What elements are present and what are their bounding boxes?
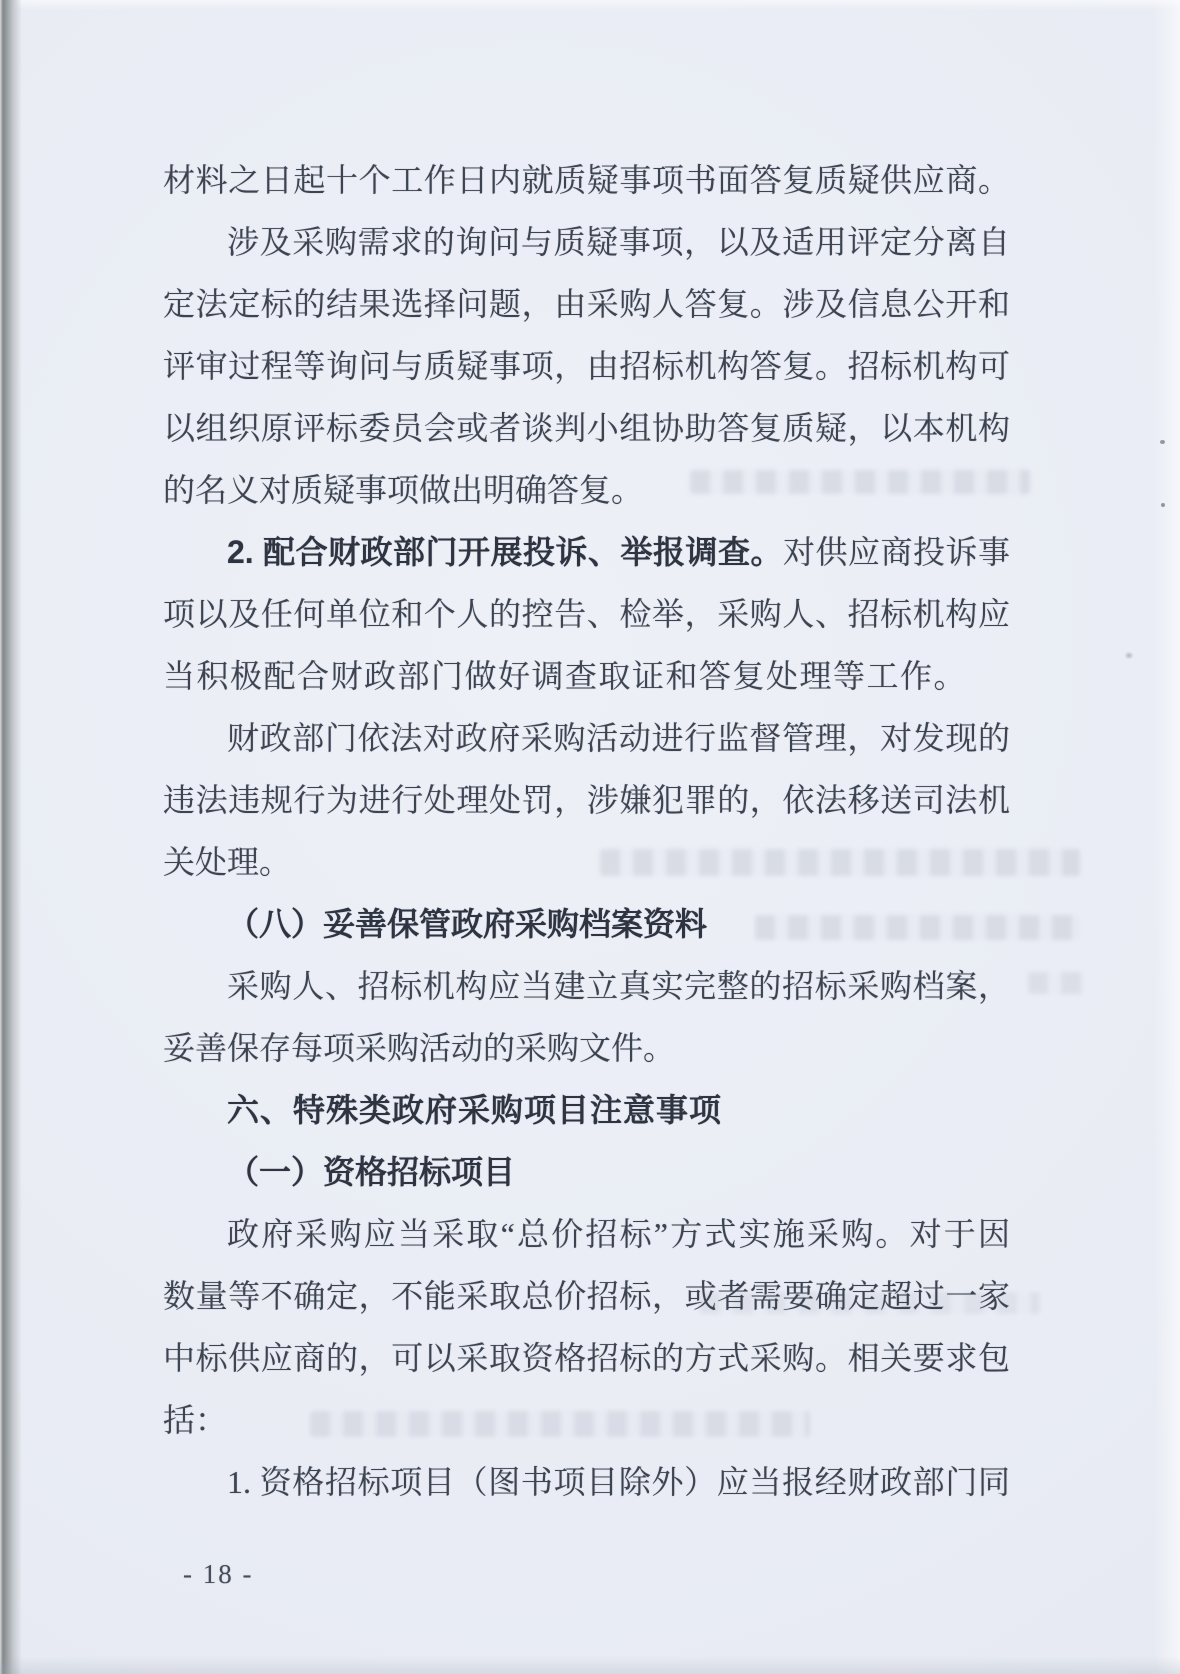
doc-line: 中标供应商的，可以采取资格招标的方式采购。相关要求包 bbox=[163, 1340, 1010, 1376]
page-number: - 18 - bbox=[183, 1559, 254, 1589]
doc-line: 违法违规行为进行处理处罚，涉嫌犯罪的，依法移送司法机 bbox=[163, 782, 1010, 818]
doc-line: 妥善保存每项采购活动的采购文件。 bbox=[163, 1030, 676, 1066]
doc-line: 涉及采购需求的询问与质疑事项，以及适用评定分离自 bbox=[227, 224, 1010, 260]
doc-line: 数量等不确定，不能采取总价招标，或者需要确定超过一家 bbox=[163, 1278, 1010, 1314]
doc-line: 评审过程等询问与质疑事项，由招标机构答复。招标机构可 bbox=[163, 348, 1010, 384]
doc-line: 项以及任何单位和个人的控告、检举，采购人、招标机构应 bbox=[163, 596, 1010, 632]
scan-speck bbox=[1161, 503, 1165, 507]
inline-bold-heading: 2. 配合财政部门开展投诉、举报调查。 bbox=[227, 534, 783, 570]
doc-line: 采购人、招标机构应当建立真实完整的招标采购档案， bbox=[227, 968, 1010, 1004]
doc-line-text: 对供应商投诉事 bbox=[783, 534, 1010, 570]
doc-line: 以组织原评标委员会或者谈判小组协助答复质疑，以本机构 bbox=[163, 410, 1010, 446]
scan-edge-bottom bbox=[0, 1656, 1180, 1674]
scan-edge-shadow bbox=[0, 0, 22, 1674]
chapter-heading-special-projects: 六、特殊类政府采购项目注意事项 bbox=[227, 1092, 723, 1128]
scan-edge-highlight bbox=[1154, 0, 1180, 1674]
scan-edge-top bbox=[0, 0, 1180, 10]
scan-speck bbox=[1160, 440, 1165, 444]
subsection-heading-qualification-bidding: （一）资格招标项目 bbox=[227, 1154, 516, 1190]
ink-bleed-through-artifact bbox=[1028, 972, 1083, 994]
doc-line: 关处理。 bbox=[163, 844, 292, 880]
doc-line: 当积极配合财政部门做好调查取证和答复处理等工作。 bbox=[163, 658, 968, 694]
doc-line bbox=[163, 521, 1010, 583]
doc-line: 1. 资格招标项目（图书项目除外）应当报经财政部门同 bbox=[227, 1464, 1010, 1500]
doc-line: 定法定标的结果选择问题，由采购人答复。涉及信息公开和 bbox=[163, 286, 1010, 322]
doc-line: 财政部门依法对政府采购活动进行监督管理，对发现的 bbox=[227, 720, 1010, 756]
doc-line: 的名义对质疑事项做出明确答复。 bbox=[163, 472, 644, 508]
scan-speck bbox=[1126, 653, 1132, 658]
section-heading-archive: （八）妥善保管政府采购档案资料 bbox=[227, 906, 708, 942]
doc-line: 政府采购应当采取“总价招标”方式实施采购。对于因 bbox=[227, 1216, 1010, 1252]
doc-line: 括： bbox=[163, 1402, 228, 1438]
document-body bbox=[163, 149, 1010, 1513]
doc-line: 材料之日起十个工作日内就质疑事项书面答复质疑供应商。 bbox=[163, 162, 1010, 198]
